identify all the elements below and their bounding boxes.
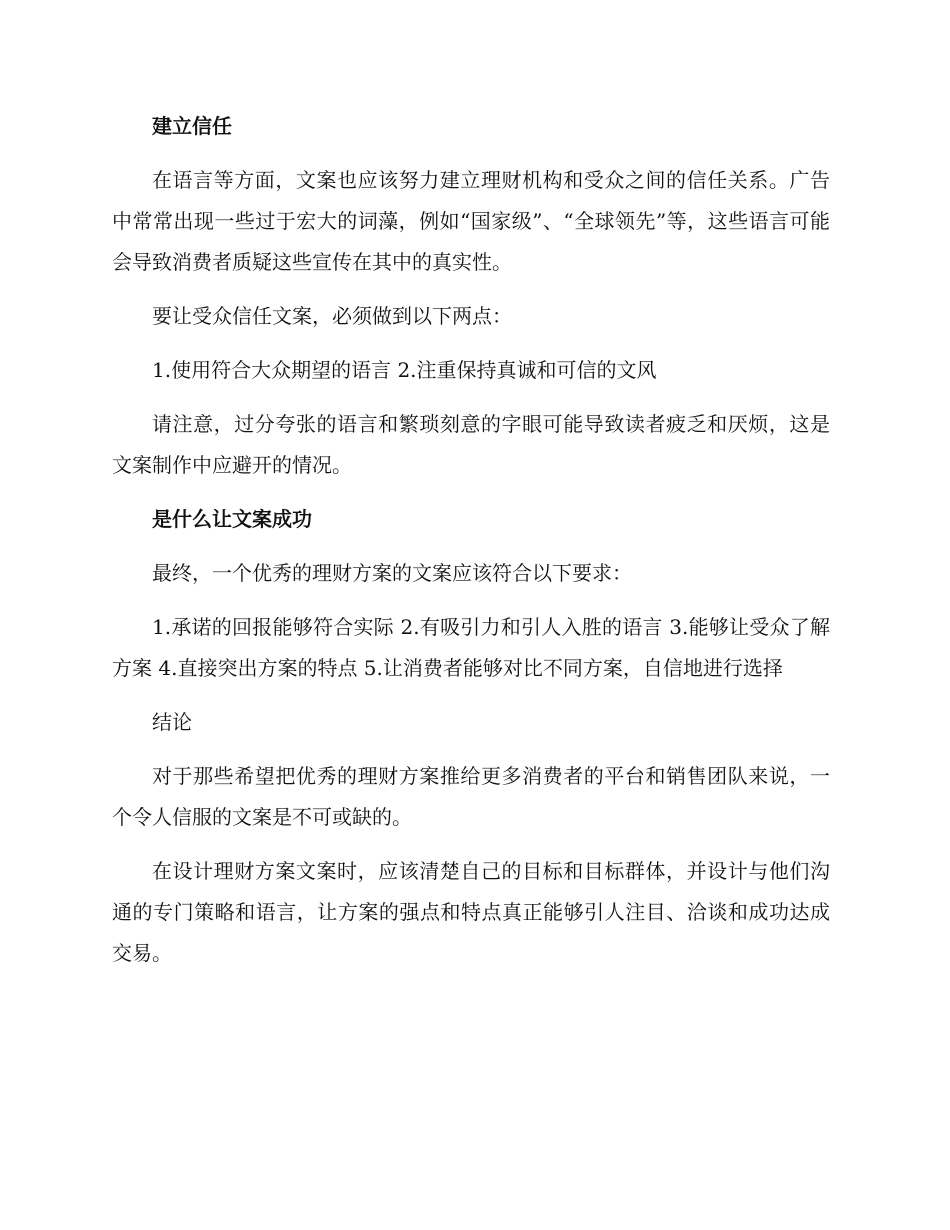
document-body xyxy=(112,106,830,987)
paragraph-success-intro: 最终，一个优秀的理财方案的文案应该符合以下要求： xyxy=(152,561,632,585)
paragraph-trust-intro: 在语言等方面，文案也应该努力建立理财机构和受众之间的信任关系。广告中常常出现一些过于宏大的词藻，例如“国家级”、“全球领先”等，这些语言可能会导致消费者质疑这些宣传在其中的真实性。 xyxy=(112,168,830,274)
paragraph-success-list: 1.承诺的回报能够符合实际 2.有吸引力和引人入胜的语言 3.能够让受众了解方案 4.直接突出方案的特点 5.让消费者能够对比不同方案，自信地进行选择 xyxy=(112,615,830,680)
paragraph-conclusion-body: 对于那些希望把优秀的理财方案推给更多消费者的平台和销售团队来说，一个令人信服的文案是不可或缺的。 xyxy=(112,764,830,829)
section-heading-trust: 建立信任 xyxy=(152,114,232,138)
paragraph-conclusion-design: 在设计理财方案文案时，应该清楚自己的目标和目标群体，并设计与他们沟通的专门策略和语言，让方案的强点和特点真正能够引人注目、洽谈和成功达成交易。 xyxy=(112,859,830,965)
section-heading-success: 是什么让文案成功 xyxy=(152,507,312,531)
paragraph-trust-warning: 请注意，过分夸张的语言和繁琐刻意的字眼可能导致读者疲乏和厌烦，这是文案制作中应避开的情况。 xyxy=(112,412,830,477)
paragraph-trust-list: 1.使用符合大众期望的语言 2.注重保持真诚和可信的文风 xyxy=(152,358,657,382)
paragraph-trust-requirements: 要让受众信任文案，必须做到以下两点： xyxy=(152,304,512,328)
paragraph-conclusion-label: 结论 xyxy=(152,710,192,734)
